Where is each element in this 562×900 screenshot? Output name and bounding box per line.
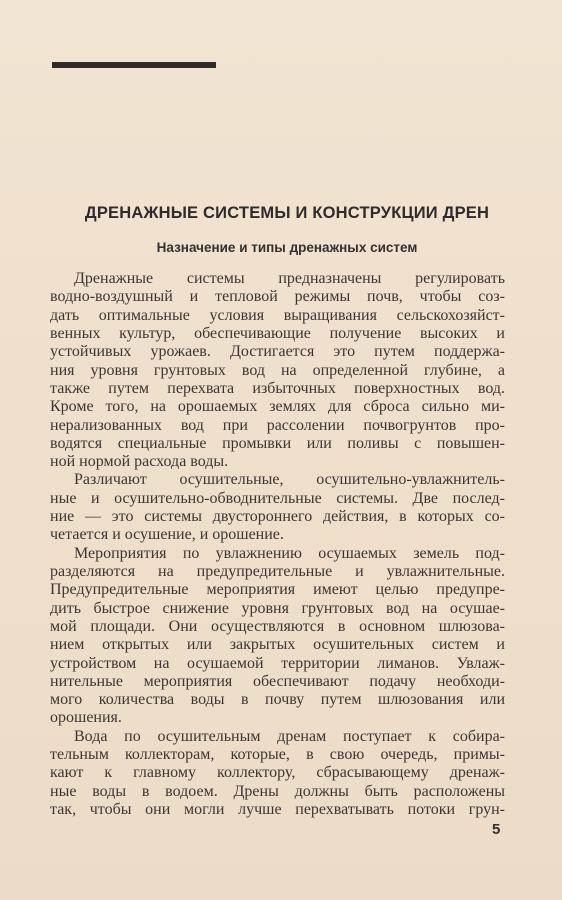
text-line: дить быстрое снижение уровня грунтовых вод на осушае- (50, 599, 505, 617)
text-line: нерализованных вод при рассолении почвогрунтов про- (50, 416, 505, 434)
text-line: Кроме того, на орошаемых землях для сброса сильно ми- (50, 398, 505, 416)
text-line: нием открытых или закрытых осушительных систем и (50, 636, 505, 654)
text-line: устройством на осушаемой территории лиманов. Увлаж- (50, 654, 505, 672)
text-line: водятся специальные промывки или поливы с повышен- (50, 434, 505, 452)
text-line: ные и осушительно-обводнительные системы. Две послед- (50, 489, 505, 507)
text-line: ния уровня грунтовых вод на определенной глубине, а (50, 361, 505, 379)
text-line: Вода по осушительным дренам поступает к собира- (74, 727, 505, 745)
chapter-heading: ДРЕНАЖНЫЕ СИСТЕМЫ И КОНСТРУКЦИИ ДРЕН (84, 204, 490, 222)
text-line: кают к главному коллектору, сбрасывающему дренаж- (50, 764, 505, 782)
text-line: орошения. (50, 709, 122, 727)
text-line: ной нормой расхода воды. (50, 453, 229, 471)
text-line: тельным коллекторам, которые, в свою очередь, примы- (50, 746, 505, 764)
text-line: также путем перехвата избыточных поверхностных вод. (50, 379, 505, 397)
text-line: ние — это системы двустороннего действия, в которых со- (50, 508, 505, 525)
text-line: четается и осушение, и орошение. (50, 526, 284, 544)
text-line: ные воды в водоем. Дрены должны быть расположены (50, 782, 505, 800)
top-rule (52, 62, 216, 68)
section-subheading: Назначение и типы дренажных систем (156, 240, 418, 255)
text-line: водно-воздушный и тепловой режимы почв, чтобы соз- (50, 288, 505, 306)
text-line: так, чтобы они могли лучше перехватывать потоки грун- (50, 801, 505, 818)
page-number: 5 (492, 821, 501, 838)
text-line: дать оптимальные условия выращивания сельскохозяйст- (50, 306, 505, 324)
text-line: устойчивых урожаев. Достигается это путем поддержа- (50, 343, 505, 361)
text-line: Дренажные системы предназначены регулировать (74, 270, 505, 287)
text-line: венных культур, обеспечивающие получение высоких и (50, 324, 505, 342)
text-line: Различают осушительные, осушительно-увлажнитель- (74, 471, 505, 489)
text-line: мой площади. Они осуществляются в основном шлюзова- (50, 617, 505, 635)
text-line: Предупредительные мероприятия имеют целью предупре- (50, 581, 505, 599)
text-line: мого количества воды в почву путем шлюзования или (50, 691, 505, 709)
text-line: разделяются на предупредительные и увлажнительные. (50, 563, 505, 580)
text-line: Мероприятия по увлажнению осушаемых земель под- (74, 544, 505, 562)
text-line: нительные мероприятия обеспечивают подачу необходи- (50, 672, 505, 690)
